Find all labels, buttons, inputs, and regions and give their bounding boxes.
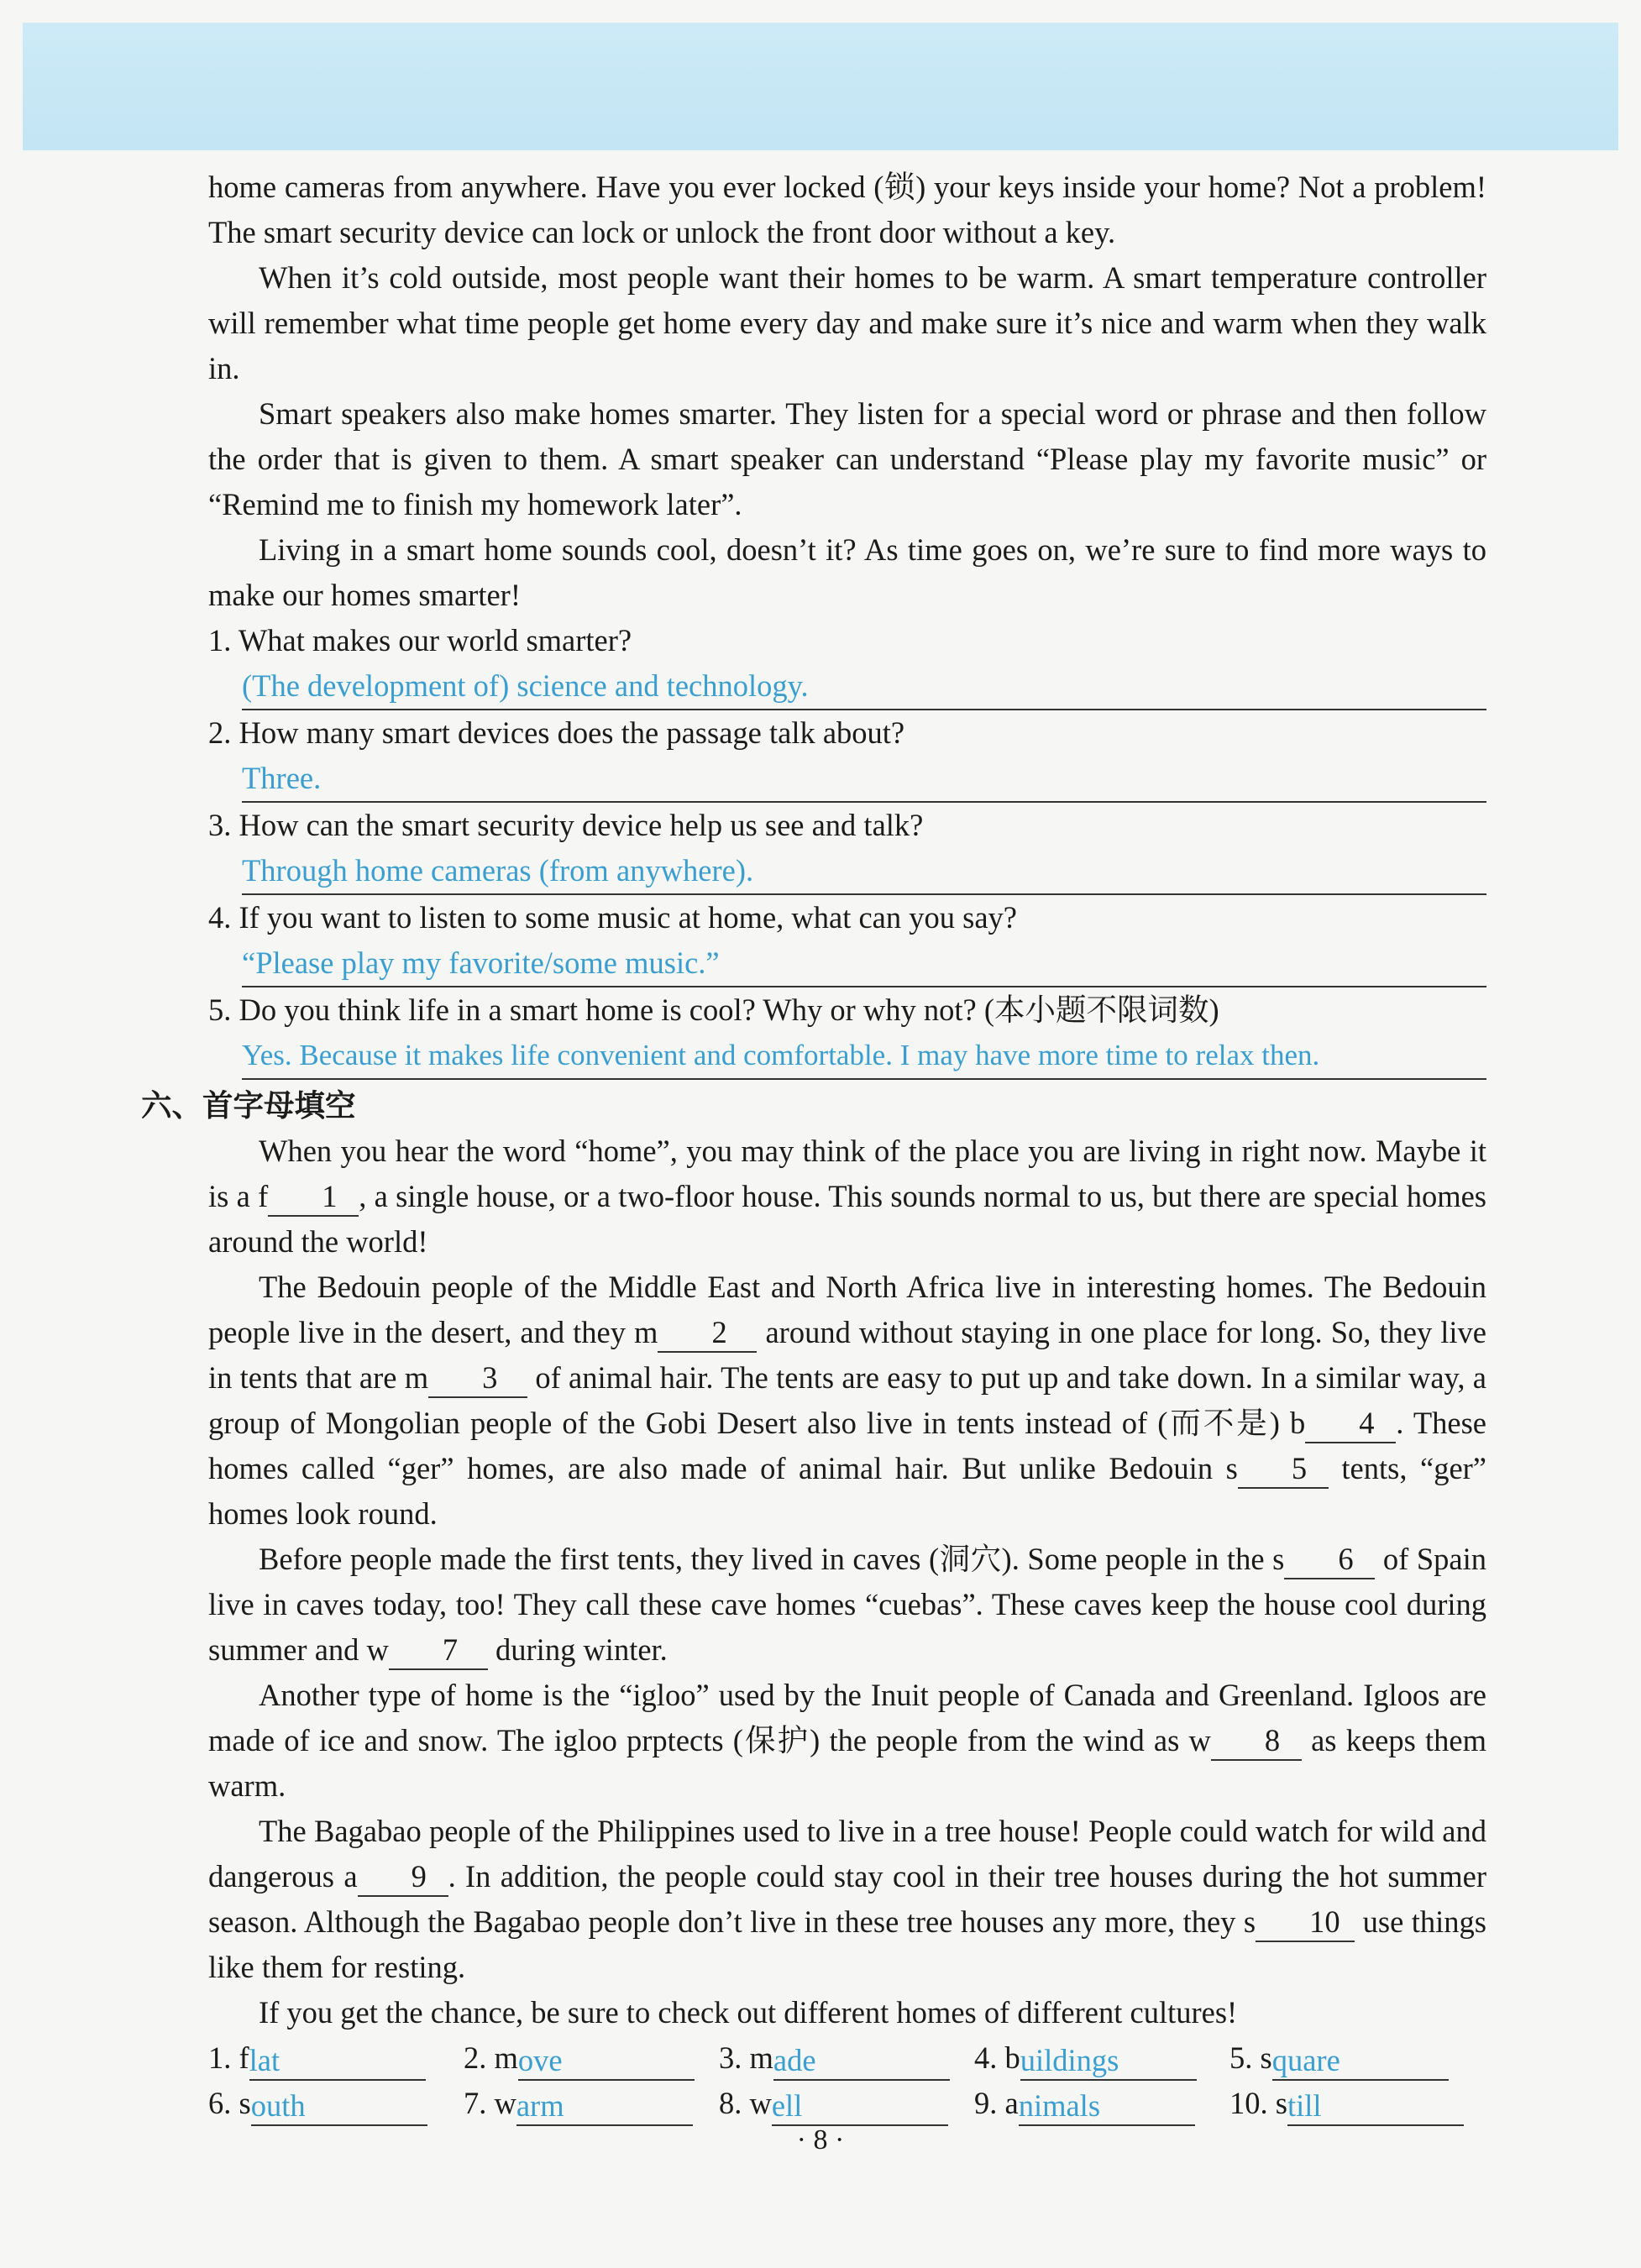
question-2 (208, 710, 1486, 803)
answer-number: 3. m (719, 2040, 773, 2075)
blank-3[interactable]: 3 (428, 1359, 527, 1398)
answer-line: (The development of) science and technology. (242, 663, 1486, 710)
passage-paragraph: home cameras from anywhere. Have you ever locked (锁) your keys inside your home? Not a problem! The smart security device can lock or unlock the front door without a key. (208, 170, 1486, 249)
answer-number: 2. m (464, 2040, 518, 2075)
question-4 (208, 895, 1486, 987)
answer-key (208, 2035, 1486, 2126)
page-content (141, 165, 1487, 2126)
answer-number: 1. f (208, 2040, 249, 2075)
answer-item (208, 2081, 464, 2126)
answer-word[interactable]: quare (1272, 2042, 1449, 2081)
cloze-paragraph-6: If you get the chance, be sure to check out different homes of different cultures! (259, 1995, 1238, 2030)
passage-paragraph: When it’s cold outside, most people want their homes to be warm. A smart temperature controller will remember what time people get home every day and make sure it’s nice and warm when they walk in. (208, 260, 1486, 385)
cloze-text: , a single house, or a two-floor house. This sounds normal to us, but there are special homes around the world! (208, 1179, 1486, 1259)
answer-line: Through home cameras (from anywhere). (242, 848, 1486, 895)
passage-paragraph: Living in a smart home sounds cool, doesn’t it? As time goes on, we’re sure to find more ways to make our homes smarter! (208, 532, 1486, 612)
question-text: 1. What makes our world smarter? (208, 623, 632, 657)
cloze-paragraph-1 (208, 1129, 1486, 1265)
blank-9[interactable]: 9 (358, 1858, 448, 1897)
answer-word[interactable]: uildings (1020, 2042, 1197, 2081)
answer-word[interactable]: nimals (1019, 2087, 1195, 2126)
cloze-text: as keeps them warm. (208, 1723, 1487, 1803)
cloze-text: Another type of home is the “igloo” used by the Inuit people of Canada and Greenland. Igloos are made of ice and snow. The igloo prptects (保护) the people from the wind as w (208, 1678, 1486, 1757)
cloze-text: use things like them for resting. (208, 1904, 1487, 1984)
cloze-text: during winter. (495, 1632, 668, 1667)
question-1 (208, 618, 1486, 710)
answer-item (719, 2081, 974, 2126)
cloze-text: The Bagabao people of the Philippines used to live in a tree house! People could watch for wild and dangerous a (208, 1814, 1486, 1893)
cloze-paragraph-5 (208, 1809, 1486, 1990)
passage-paragraph: Smart speakers also make homes smarter. They listen for a special word or phrase and then follow the order that is given to them. A smart speaker can understand “Please play my favorite music” or “Remind me to finish my homework later”. (208, 396, 1486, 521)
blank-10[interactable]: 10 (1256, 1904, 1355, 1942)
cloze-text: tents, “ger” homes look round. (208, 1451, 1487, 1531)
answer-word[interactable]: ove (518, 2042, 695, 2081)
answer-word[interactable]: outh (251, 2087, 427, 2126)
answer-number: 10. s (1229, 2086, 1287, 2120)
cloze-text: . In addition, the people could stay cool in their tree houses during the hot summer season. Although the Bagabao people don’t live in these tree houses any more, they s (208, 1859, 1487, 1939)
answer-line: “Please play my favorite/some music.” (242, 940, 1486, 987)
answer-item (464, 2035, 719, 2081)
answer-word[interactable]: till (1287, 2087, 1464, 2126)
header-band (23, 23, 1618, 150)
answer-number: 9. a (974, 2086, 1019, 2120)
answer-item (208, 2035, 464, 2081)
cloze-text: The Bedouin people of the Middle East and North Africa live in interesting homes. The Bedouin people live in the desert, and they m (208, 1270, 1486, 1349)
blank-6[interactable]: 6 (1284, 1541, 1375, 1579)
question-text: 5. Do you think life in a smart home is cool? Why or why not? (本小题不限词数) (208, 993, 1219, 1027)
cloze-paragraph-2 (208, 1265, 1486, 1537)
answer-word[interactable]: lat (249, 2042, 426, 2081)
answer-item (464, 2081, 719, 2126)
answer-row (208, 2035, 1486, 2081)
blank-7[interactable]: 7 (389, 1632, 488, 1670)
answer-line: Yes. Because it makes life convenient and comfortable. I may have more time to relax then. (242, 1033, 1486, 1080)
answer-number: 5. s (1229, 2040, 1272, 2075)
question-text: 4. If you want to listen to some music at home, what can you say? (208, 900, 1017, 935)
cloze-paragraph-3 (208, 1537, 1486, 1673)
question-text: 2. How many smart devices does the passage talk about? (208, 715, 905, 750)
cloze-text: around without staying in one place for long. So, they live in tents that are m (208, 1315, 1487, 1395)
answer-row (208, 2081, 1486, 2126)
cloze-text: When you hear the word “home”, you may think of the place you are living in right now. Maybe it is a f (208, 1134, 1486, 1213)
answer-word[interactable]: ade (773, 2042, 950, 2081)
answer-item (1229, 2081, 1485, 2126)
answer-word[interactable]: arm (516, 2087, 693, 2126)
cloze-text: of animal hair. The tents are easy to put up and take down. In a similar way, a group of Mongolian people of the Gobi Desert also live in tents instead of (而不是) b (208, 1360, 1486, 1440)
question-3 (208, 803, 1486, 895)
cloze-text: Before people made the first tents, they lived in caves (洞穴). Some people in the s (259, 1542, 1285, 1576)
answer-number: 6. s (208, 2086, 251, 2120)
blank-1[interactable]: 1 (268, 1178, 359, 1217)
blank-5[interactable]: 5 (1238, 1450, 1329, 1489)
answer-number: 4. b (974, 2040, 1020, 2075)
answer-number: 7. w (464, 2086, 516, 2120)
answer-word[interactable]: ell (772, 2087, 948, 2126)
blank-8[interactable]: 8 (1211, 1722, 1302, 1761)
answer-line: Three. (242, 756, 1486, 803)
cloze-text: . These homes called “ger” homes, are also made of animal hair. But unlike Bedouin s (208, 1406, 1486, 1485)
answer-item (1229, 2035, 1485, 2081)
section-title: 六、首字母填空 (141, 1087, 356, 1124)
blank-2[interactable]: 2 (658, 1314, 757, 1353)
cloze-paragraph-4 (208, 1673, 1486, 1809)
cloze-text: of Spain live in caves today, too! They call these cave homes “cuebas”. These caves keep the house cool during summer and w (208, 1542, 1487, 1667)
question-5 (208, 987, 1486, 1080)
answer-item (974, 2035, 1229, 2081)
page-number: · 8 · (796, 2124, 845, 2155)
question-text: 3. How can the smart security device help us see and talk? (208, 808, 924, 842)
blank-4[interactable]: 4 (1305, 1405, 1396, 1443)
answer-item (974, 2081, 1229, 2126)
answer-item (719, 2035, 974, 2081)
answer-number: 8. w (719, 2086, 772, 2120)
